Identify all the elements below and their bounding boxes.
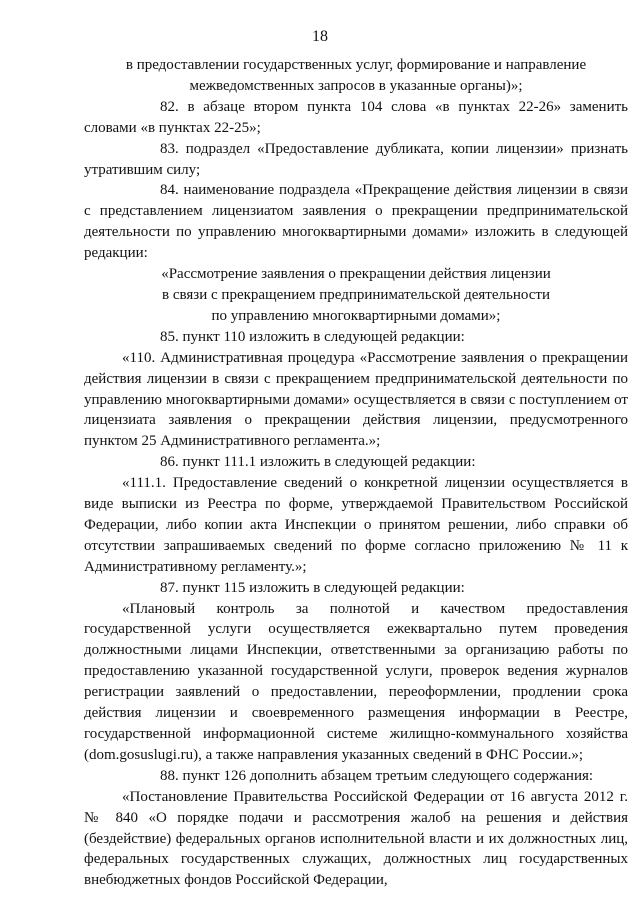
paragraph-84 bbox=[84, 180, 628, 264]
paragraph-86 bbox=[84, 452, 628, 473]
item-text-84: наименование подраздела «Прекращение действия лицензии в связи с представлением лицензиатом заявления о прекращении предпринимательской деятельности по управлению многоквартирными домами» изложить в следующей редакции: bbox=[84, 182, 628, 262]
paragraph-83 bbox=[84, 139, 628, 181]
quoted-point-126: «Постановление Правительства Российской Федерации от 16 августа 2012 г. № 840 «О порядке подачи и рассмотрения жалоб на решения и действия (бездействие) федеральных органов исполнительной власти и их должностных лиц, федеральных государственных служащих, должностных лиц государственных внебюджетных фондов Российской Федерации, bbox=[84, 788, 628, 889]
document-body bbox=[84, 55, 628, 891]
paragraph-82 bbox=[84, 97, 628, 139]
item-number-85: 85. bbox=[160, 328, 179, 345]
subsection-heading bbox=[104, 264, 608, 327]
page-number: 18 bbox=[312, 28, 328, 45]
item-number-88: 88. bbox=[160, 767, 179, 784]
item-text-88: пункт 126 дополнить абзацем третьим следующего содержания: bbox=[182, 767, 594, 784]
item-text-85: пункт 110 изложить в следующей редакции: bbox=[182, 328, 465, 345]
heading-line-1: «Рассмотрение заявления о прекращении действия лицензии bbox=[161, 266, 551, 283]
paragraph-87 bbox=[84, 578, 628, 599]
item-text-83: подраздел «Предоставление дубликата, копии лицензии» признать утратившим силу; bbox=[84, 140, 628, 178]
item-number-84: 84. bbox=[160, 182, 179, 199]
paragraph-88 bbox=[84, 766, 628, 787]
quoted-point-115: «Плановый контроль за полнотой и качеством предоставления государственной услуги осуществляется ежеквартально путем проведения должностными лицами Инспекции, ответственными за организацию работы по предоставлению указанной государственной услуги, проверок ведения журналов регистрации заявлений о предоставлении, переоформлении, продлении срока действия лицензии и своевременного размещения информации в Реестре, государственной информационной системе жилищно-коммунального хозяйства (dom.gosuslugi.ru), а также направления указанных сведений в ФНС России.»; bbox=[84, 600, 628, 763]
item-text-87: пункт 115 изложить в следующей редакции: bbox=[182, 579, 465, 596]
paragraph-85 bbox=[84, 327, 628, 348]
quoted-point-110: «110. Административная процедура «Рассмотрение заявления о прекращении действия лицензии в связи с прекращением предпринимательской деятельности по управлению многоквартирными домами» осуществляется в связи с поступлением от лицензиата заявления о прекращении действия лицензии, предусмотренного пунктом 25 Административного регламента.»; bbox=[84, 349, 628, 450]
item-number-87: 87. bbox=[160, 579, 179, 596]
item-text-82: в абзаце втором пункта 104 слова «в пунктах 22-26» заменить словами «в пунктах 22-25»; bbox=[84, 98, 628, 136]
heading-line-2: в связи с прекращением предпринимательской деятельности bbox=[162, 286, 550, 303]
item-number-83: 83. bbox=[160, 140, 179, 157]
paragraph-continuation: в предоставлении государственных услуг, формирование и направление межведомственных запросов в указанные органы)»; bbox=[125, 57, 587, 94]
item-text-86: пункт 111.1 изложить в следующей редакции: bbox=[182, 454, 476, 471]
heading-line-3: по управлению многоквартирными домами»; bbox=[211, 307, 501, 324]
item-number-82: 82. bbox=[160, 98, 179, 115]
quoted-point-111-1: «111.1. Предоставление сведений о конкретной лицензии осуществляется в виде выписки из Реестра по форме, утверждаемой Правительством Российской Федерации, либо копии акта Инспекции о принятом решении, либо справки об отсутствии запрашиваемых сведений по форме согласно приложению № 11 к Административному регламенту.»; bbox=[84, 475, 628, 575]
item-number-86: 86. bbox=[160, 454, 179, 471]
